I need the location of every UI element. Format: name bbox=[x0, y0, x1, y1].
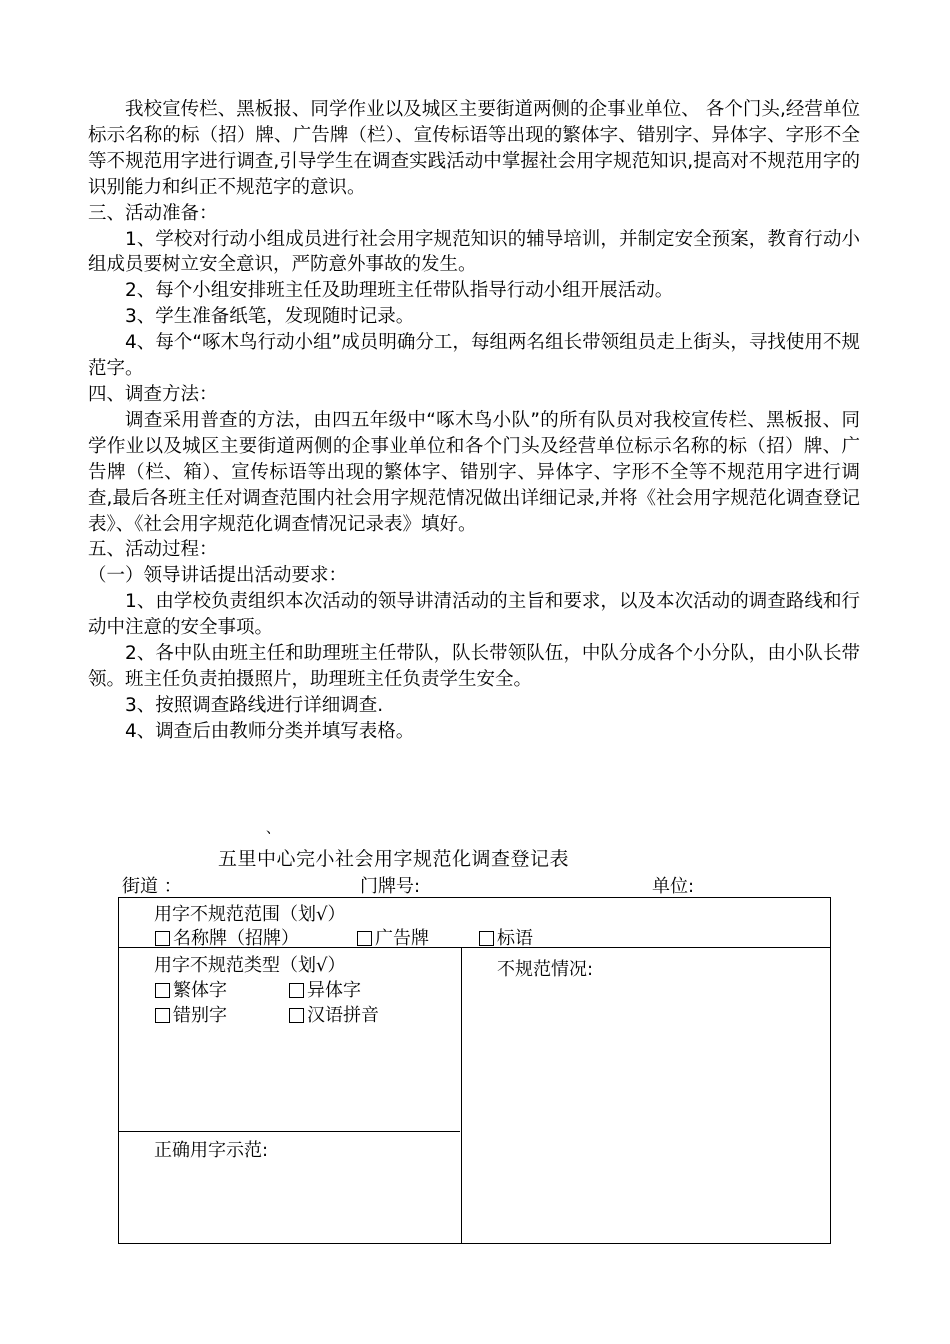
street-label: 街道 ： bbox=[122, 876, 182, 897]
checkbox-icon[interactable] bbox=[155, 931, 170, 946]
checkbox-icon[interactable] bbox=[289, 1008, 304, 1023]
section-heading: 三、活动准备： bbox=[88, 202, 218, 224]
scope-option[interactable]: 名称牌（招牌） bbox=[155, 924, 299, 950]
paragraph: 4、调查后由教师分类并填写表格。 bbox=[125, 720, 415, 742]
paragraph: 调查采用普查的方法，由四五年级中“啄木鸟小队”的所有队员对我校宣传栏、黑板报、同学作业以及城区主要街道两侧的企事业单位和各个门头及经营单位标示名称的标（招）牌、广告牌（栏、箱）、宣传标语等出现的繁体字、错别字、异体字、字形不全等不规范用字进行调查,最后各班主任对调查范围内社会用字规范情况做出详细记录,并将《社会用字规范化调查登记表》、《社会用字规范化调查情况记录表》填好。 bbox=[88, 409, 860, 535]
paragraph: 3、学生准备纸笔，发现随时记录。 bbox=[125, 306, 415, 328]
situation-label: 不规范情况: bbox=[497, 959, 594, 980]
subsection-heading: （一）领导讲话提出活动要求： bbox=[88, 565, 348, 587]
type-option[interactable]: 异体字 bbox=[289, 976, 361, 1002]
scope-label: 用字不规范范围（划√） bbox=[154, 904, 346, 925]
checkbox-icon[interactable] bbox=[155, 983, 170, 998]
checkbox-icon[interactable] bbox=[289, 983, 304, 998]
form-title: 五里中心完小社会用字规范化调查登记表 bbox=[218, 848, 570, 870]
paragraph: 我校宣传栏、黑板报、同学作业以及城区主要街道两侧的企事业单位、 各个门头,经营单位标示名称的标（招）牌、广告牌（栏）、宣传标语等出现的繁体字、错别字、异体字、字形不全等不规范用字进行调查,引导学生在调查实践活动中掌握社会用字规范知识,提高对不规范用字的识别能力和纠正不规范字的意识。 bbox=[88, 99, 860, 198]
table-divider bbox=[461, 947, 462, 1243]
section-heading: 五、活动过程： bbox=[88, 539, 218, 561]
paragraph: 3、按照调查路线进行详细调查. bbox=[125, 694, 384, 716]
door-number-label: 门牌号: bbox=[360, 876, 421, 897]
checkbox-icon[interactable] bbox=[479, 931, 494, 946]
section-heading: 四、调查方法： bbox=[88, 383, 218, 405]
type-label: 用字不规范类型（划√） bbox=[154, 955, 346, 976]
paragraph: 4、每个“啄木鸟行动小组”成员明确分工，每组两名组长带领组员走上街头，寻找使用不规范字。 bbox=[88, 332, 860, 380]
type-option[interactable]: 繁体字 bbox=[155, 976, 227, 1002]
type-option[interactable]: 错别字 bbox=[155, 1001, 227, 1027]
stray-mark: 、 bbox=[266, 821, 280, 837]
paragraph: 1、由学校负责组织本次活动的领导讲清活动的主旨和要求，以及本次活动的调查路线和行动中注意的安全事项。 bbox=[88, 591, 860, 639]
type-option[interactable]: 汉语拼音 bbox=[289, 1001, 379, 1027]
checkbox-icon[interactable] bbox=[155, 1008, 170, 1023]
unit-label: 单位: bbox=[652, 876, 695, 897]
checkbox-icon[interactable] bbox=[357, 931, 372, 946]
paragraph: 2、各中队由班主任和助理班主任带队，队长带领队伍，中队分成各个小分队，由小队长带领。班主任负责拍摄照片，助理班主任负责学生安全。 bbox=[88, 643, 860, 690]
paragraph: 2、每个小组安排班主任及助理班主任带队指导行动小组开展活动。 bbox=[125, 280, 674, 302]
table-divider bbox=[119, 1131, 460, 1132]
correct-usage-label: 正确用字示范: bbox=[154, 1140, 269, 1161]
paragraph: 1、学校对行动小组成员进行社会用字规范知识的辅导培训，并制定安全预案，教育行动小组成员要树立安全意识，严防意外事故的发生。 bbox=[88, 228, 860, 276]
scope-option[interactable]: 广告牌 bbox=[357, 924, 429, 950]
registration-form-table bbox=[118, 897, 831, 1244]
scope-option[interactable]: 标语 bbox=[479, 924, 533, 950]
body-text bbox=[88, 97, 860, 745]
